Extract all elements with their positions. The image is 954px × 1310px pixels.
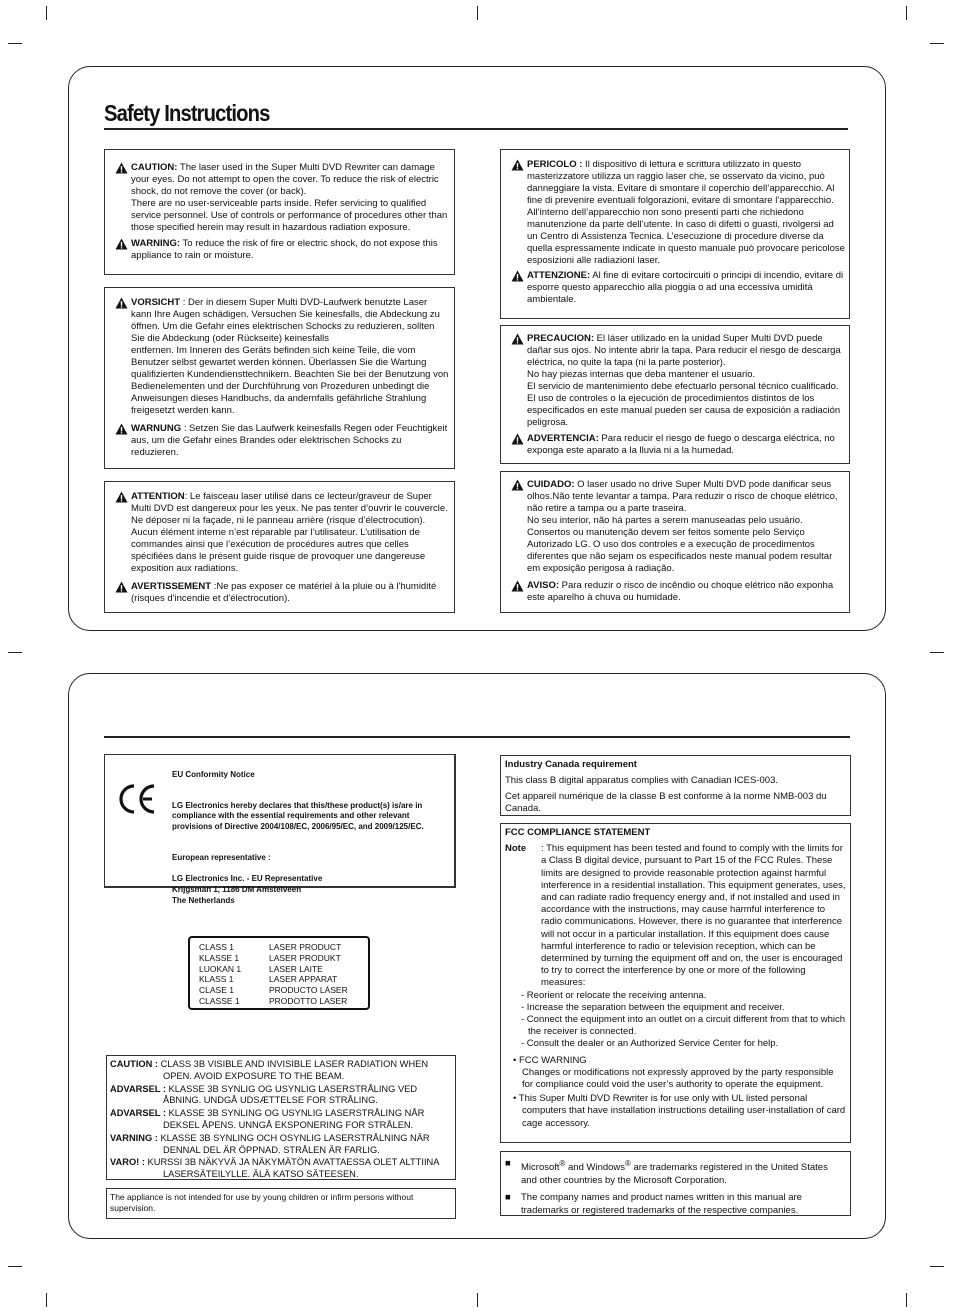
fcc-heading: FCC COMPLIANCE STATEMENT xyxy=(505,827,651,838)
eu-conformity-text xyxy=(172,759,452,917)
fcc-ul-text: • This Super Multi DVD Rewriter is for use only with UL listed personal computers that have installation instructions detailing user-installation of card cage accessory. xyxy=(513,1093,846,1129)
caution-text: O laser usado no drive Super Multi DVD pode danificar seus olhos.Não tente levantar a tampa. Para reduzir o risco de choque elétrico, não retire a tampa ou a parte traseira. No seu interior, não há partes a serem manuseadas pelo usuário. Consertos ou manutenção devem ser feitos somente pelo Serviço Autorizado LG. O uso dos controles e a execução de procedimentos diferentes que não sejam os especificados neste manual podem resultar em exposição perigosa à radiação. xyxy=(527,479,838,574)
class3b-line: ADVARSEL : KLASSE 3B SYNLING OG USYNLIG LASERSTRÅLING NÅR DEKSEL ÅPENS. UNNGÅ EKSPONERING FOR STRÅLEN. xyxy=(110,1108,425,1130)
caution-text: : Le faisceau laser utilisé dans ce lecteur/graveur de Super Multi DVD est dangereux pour les yeux. Ne pas tenter d’ouvrir le couvercle. Ne déposer ni la façade, ni le panneau arrière (risque d’électrocution). Aucun élément interne n’est réparable par l’utilisateur. L’utilisation de commandes ainsi que l’exécution de procédures autres que celles spécifiées dans le présent guide risque de provoquer une dangereuse exposition aux radiations. xyxy=(131,491,448,574)
fcc-measures xyxy=(505,990,846,1051)
page-title: Safety Instructions xyxy=(104,100,270,126)
warning-triangle-icon xyxy=(511,159,524,171)
crop-mark xyxy=(906,6,907,20)
warning-triangle-icon xyxy=(511,580,524,592)
trademarks-box xyxy=(500,1151,851,1216)
warning-paragraph xyxy=(109,238,450,262)
laser-row: CLASSE 1 PRODOTTO LASER xyxy=(199,995,348,1006)
crop-mark xyxy=(46,6,47,20)
caution-label: PERICOLO : xyxy=(527,159,583,170)
appliance-note-box xyxy=(106,1188,456,1219)
warning-box-french xyxy=(104,481,455,613)
fcc-statement-box xyxy=(500,823,851,1143)
warning-triangle-icon xyxy=(115,297,128,309)
warning-text: Para reducir el riesgo de fuego o descarga eléctrica, no exponga este aparato a la lluvia ni a la humedad. xyxy=(527,433,835,456)
warning-label: ADVERTENCIA: xyxy=(527,433,599,444)
laser-row: LUOKAN 1 LASER LAITE xyxy=(199,963,323,974)
laser-row: CLASS 1 LASER PRODUCT xyxy=(199,942,342,952)
crop-mark xyxy=(8,1266,22,1267)
caution-paragraph xyxy=(109,297,450,417)
list-item: - Reorient or relocate the receiving antenna. xyxy=(521,989,707,1001)
class3b-warning-box xyxy=(106,1055,456,1180)
caution-label: CUIDADO: xyxy=(527,479,575,490)
appliance-note: The appliance is not intended for use by young children or infirm persons without supervision. xyxy=(110,1192,414,1213)
warning-triangle-icon xyxy=(115,581,128,593)
fcc-warning-title: • FCC WARNING xyxy=(513,1054,587,1066)
eu-conformity-box xyxy=(104,754,456,905)
laser-class-label xyxy=(188,936,370,1010)
warning-triangle-icon xyxy=(115,162,128,174)
crop-mark xyxy=(477,6,478,20)
crop-mark xyxy=(906,1293,907,1307)
eu-rep-address: LG Electronics Inc. - EU Representative Krijgsman 1, 1186 DM Amstelveen The Netherlands xyxy=(172,874,323,905)
caution-text: Il dispositivo di lettura e scrittura utilizzato in questo masterizzatore utilizza un raggio laser che, se osservato da vicino, può danneggiare la vista. Evitare di smontare il coperchio dell’apparecchio. Al fine di prevenire eventuali folgorazioni, evitare di smontare l’apparecchio. All’interno dell’apparecchio non sono presenti parti che richiedono manutenzione da parte dell’utente. In caso di difetti o guasti, rivolgersi ad un Centro di Assistenza Tecnica. L’esecuzione di procedure diverse da quella espressamente indicate in questo manuale può provocare pericolose esposizioni alle radiazioni laser. xyxy=(527,159,845,266)
warning-text: : Setzen Sie das Laufwerk keinesfalls Regen oder Feuchtigkeit aus, um die Gefahr eines Brandes oder elektrischen Schocks zu reduzieren. xyxy=(131,423,448,458)
canada-french: Cet appareil numérique de la classe B est conforme à la norme NMB-003 du Canada. xyxy=(505,791,827,814)
trademark-names-text: The company names and product names written in this manual are trademarks or registered trademarks of the respective companies. xyxy=(521,1192,802,1217)
fcc-warning-text: Changes or modifications not expressly approved by the party responsible for compliance could void the user’s authority to operate the equipment. xyxy=(522,1066,834,1091)
industry-canada-box xyxy=(500,755,851,816)
warning-paragraph xyxy=(505,580,845,604)
trademark-names xyxy=(505,1191,846,1217)
caution-label: CAUTION: xyxy=(131,162,178,173)
warning-text: To reduce the risk of fire or electric shock, do not expose this appliance to rain or moisture. xyxy=(131,238,438,261)
caution-text: El láser utilizado en la unidad Super Multi DVD puede dañar sus ojos. No intente abrir la tapa. Para reducir el riesgo de descarga eléctrica, no quite la tapa (ni la parte posterior). No hay piezas internas que deba mantener el usuario. El servicio de mantenimiento debe efectuarlo personal técnico cualificado. El uso de controles o la ejecución de procedimientos distintos de los especificados en este manual pueden ser causa de exposición a radiación peligrosa. xyxy=(527,333,841,428)
warning-label: ATTENZIONE: xyxy=(527,270,591,281)
crop-mark xyxy=(46,1293,47,1307)
caution-paragraph xyxy=(109,162,450,234)
laser-row: KLASS 1 LASER APPARAT xyxy=(199,974,338,985)
eu-rep-label: European representative : xyxy=(172,853,271,863)
caution-paragraph xyxy=(109,491,450,575)
warning-text: Para reduzir o risco de incêndio ou choque elétrico não exponha este aparelho à chuva ou humidade. xyxy=(527,580,834,603)
crop-mark xyxy=(930,652,944,653)
warning-text: Al fine di evitare cortocircuiti o principi di incendio, evitare di esporre questo apparecchio alla pioggia o ad una eccessiva umidità ambientale. xyxy=(527,270,844,305)
warning-paragraph xyxy=(505,433,845,457)
warning-box-italian xyxy=(500,149,850,319)
class3b-line: VARNING : KLASSE 3B SYNLING OCH OSYNLIG LASERSTRÅLNING NÄR DENNAL DEL ÄR ÖPPNAD. STRÅLEN ÄR FARLIG. xyxy=(110,1132,430,1155)
class3b-line: VARO! : KURSSI 3B NÄKYVÄ JA NÄKYMÄTÖN AVATTAESSA OLET ALTTIINA LASERSÄTEILYLLE. ÄLÄ KATSO SÄTEESEN. xyxy=(110,1157,439,1180)
caution-paragraph xyxy=(505,159,845,267)
caution-paragraph xyxy=(505,479,845,575)
trademark-microsoft-text: Microsoft® and Windows® are trademarks registered in the United States and other countries by the Microsoft Corporation. xyxy=(521,1159,828,1187)
warning-box-spanish xyxy=(500,325,850,464)
ce-mark-icon xyxy=(117,781,157,817)
warning-box-portuguese xyxy=(500,471,850,613)
caution-paragraph xyxy=(505,333,845,429)
bullet-square-icon: ■ xyxy=(505,1192,511,1204)
list-item: - Connect the equipment into an outlet on a circuit different from that to which the receiver is connected. xyxy=(521,1014,846,1038)
laser-row: KLASSE 1 LASER PRODUKT xyxy=(199,952,341,963)
caution-text: The laser used in the Super Multi DVD Rewriter can damage your eyes. Do not attempt to open the cover. To reduce the risk of electric shock, do not remove the cover (or back). There are no user-serviceable parts inside. Refer servicing to qualified service personnel. Use of controls or performance of procedures other than those specified herein may result in hazardous radiation exposure. xyxy=(131,162,448,233)
warning-triangle-icon xyxy=(511,270,524,282)
fcc-note-label: Note xyxy=(505,843,527,855)
fcc-note xyxy=(505,843,846,989)
crop-mark xyxy=(930,1266,944,1267)
warning-triangle-icon xyxy=(115,491,128,503)
warning-box-english xyxy=(104,149,455,275)
warning-label: AVISO: xyxy=(527,580,560,591)
eu-heading: EU Conformity Notice xyxy=(172,769,255,779)
bullet-square-icon: ■ xyxy=(505,1158,511,1169)
list-item: - Increase the separation between the equipment and receiver. xyxy=(521,1001,785,1013)
warning-paragraph xyxy=(505,270,845,306)
crop-mark xyxy=(477,1293,478,1307)
warning-triangle-icon xyxy=(115,423,128,435)
trademark-microsoft xyxy=(505,1157,846,1187)
warning-triangle-icon xyxy=(115,238,128,250)
laser-row: CLASE 1 PRODUCTO LÁSER xyxy=(199,985,348,996)
eu-declaration: LG Electronics hereby declares that this/these product(s) is/are in compliance with the essential requirements and other relevant provisions of Directive 2004/108/EC, 2006/95/EC, and 2009/125/EC. xyxy=(172,800,424,831)
warning-triangle-icon xyxy=(511,433,524,445)
list-item: - Consult the dealer or an Authorized Service Center for help. xyxy=(521,1038,779,1050)
crop-mark xyxy=(8,43,22,44)
warning-paragraph xyxy=(109,423,450,459)
fcc-note-text: : This equipment has been tested and found to comply with the limits for a Class B digital device, pursuant to Part 15 of the FCC Rules. These limits are designed to provide reasonable protection against harmful interference in a residential installation. This equipment generates, uses, and can radiate radio frequency energy and, if not installed and used in accordance with the instructions, may cause harmful interference to radio communications. However, there is no guarantee that interference will not occur in a particular installation. If this equipment does cause harmful interference to radio or television reception, which can be determined by turning the equipment off and on, the user is encouraged to try to correct the interference by one or more of the following measures: xyxy=(541,843,846,989)
warning-triangle-icon xyxy=(511,333,524,345)
warning-label: WARNING: xyxy=(131,238,181,249)
class3b-line: ADVARSEL : KLASSE 3B SYNLIG OG USYNLIG LASERSTRÅLING VED ÅBNING. UNDGÅ UDSÆTTELSE FOR STRÅLING. xyxy=(110,1083,418,1106)
warning-label: AVERTISSEMENT xyxy=(131,581,212,592)
warning-paragraph xyxy=(109,581,450,605)
crop-mark xyxy=(8,652,22,653)
canada-heading: Industry Canada requirement xyxy=(505,759,637,770)
section-rule xyxy=(104,736,850,738)
warning-label: WARNUNG xyxy=(131,423,182,434)
warning-text: :Ne pas exposer ce matériel à la pluie ou à l'humidité (risques d'incendie et d'électrocution). xyxy=(131,581,437,604)
caution-text: : Der in diesem Super Multi DVD-Laufwerk benutzte Laser kann Ihre Augen schädigen. Versuchen Sie keinesfalls, die Abdeckung zu öffnen. Um die Gefahr eines elektrischen Schocks zu reduzieren, sollten Sie die Abdeckung (oder Rückseite) keinesfalls entfernen. Im Inneren des Geräts befinden sich keine Teile, die vom Benutzer selbst gewartet werden können. Überlassen Sie die Wartung qualifizierten Kundendiensttechnikern. Beachten Sie bei der Benutzung von Bedienelementen und der Durchführung von Prozeduren unbedingt die Anweisungen dieses Handbuchs, da andernfalls gefährliche Strahlung freigesetzt werden kann. xyxy=(131,297,449,416)
class3b-line: CAUTION : CLASS 3B VISIBLE AND INVISIBLE LASER RADIATION WHEN OPEN. AVOID EXPOSURE TO THE BEAM. xyxy=(110,1059,429,1081)
caution-label: ATTENTION xyxy=(131,491,185,502)
canada-english: This class B digital apparatus complies with Canadian ICES-003. xyxy=(505,775,778,786)
title-rule xyxy=(104,128,848,130)
caution-label: VORSICHT xyxy=(131,297,181,308)
caution-label: PRECAUCION: xyxy=(527,333,595,344)
warning-box-german xyxy=(104,287,455,469)
warning-triangle-icon xyxy=(511,479,524,491)
crop-mark xyxy=(930,43,944,44)
